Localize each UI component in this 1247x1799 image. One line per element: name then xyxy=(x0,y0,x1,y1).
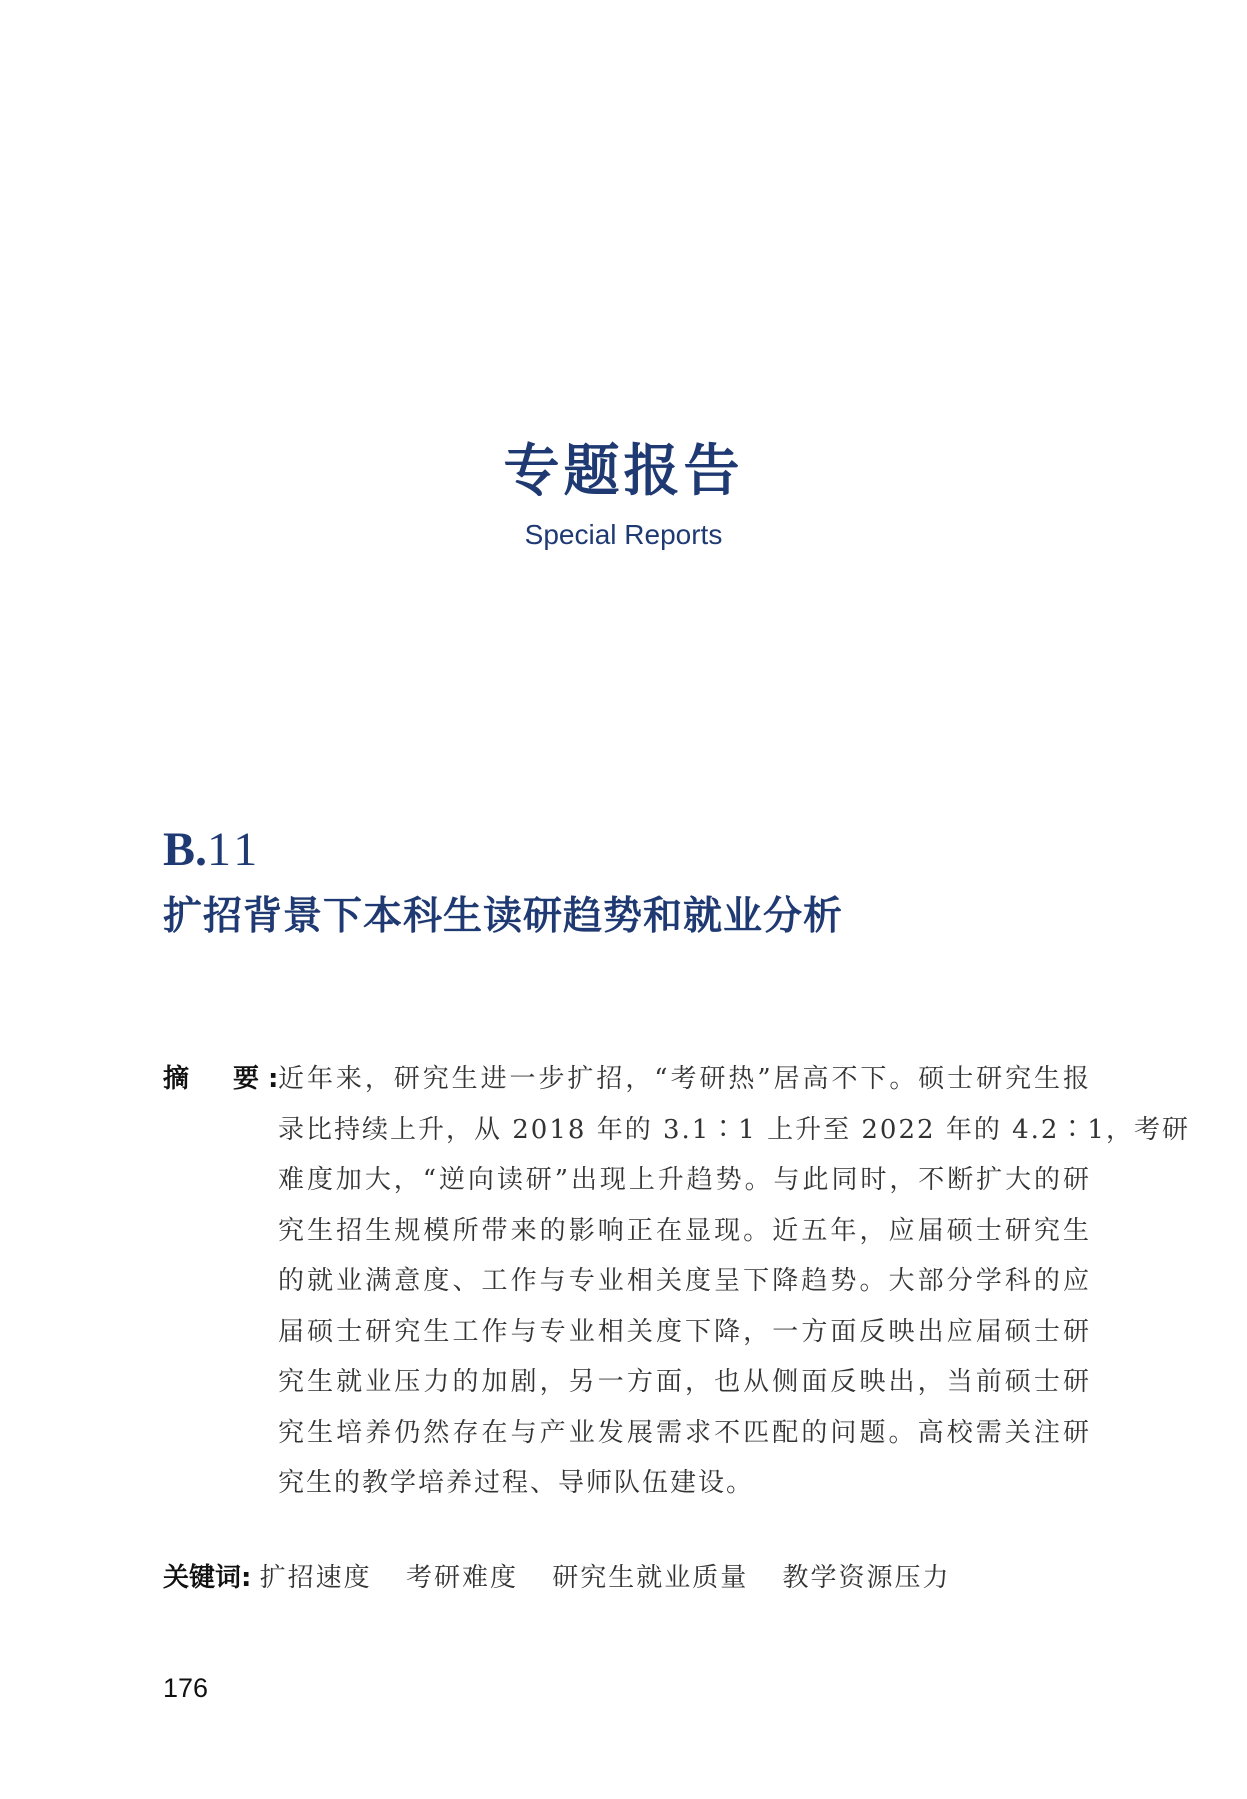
article-number-value: 11 xyxy=(207,823,262,876)
page-number: 176 xyxy=(163,1673,209,1703)
keywords-label: 关键词: xyxy=(163,1563,252,1593)
section-header xyxy=(0,438,1247,552)
abstract-line: 究生的教学培养过程、导师队伍建设。 xyxy=(278,1468,755,1498)
keyword: 教学资源压力 xyxy=(782,1563,951,1593)
abstract-body xyxy=(278,1054,1190,1509)
abstract-label: 摘 要: xyxy=(163,1064,288,1094)
abstract-line: 究生招生规模所带来的影响正在显现。近五年，应届硕士研究生 xyxy=(278,1215,1091,1246)
abstract-line: 的就业满意度、工作与专业相关度呈下降趋势。大部分学科的应 xyxy=(278,1266,1091,1296)
abstract-line: 录比持续上升，从 2018 年的 3.1∶1 上升至 2022 年的 4.2∶1，考研 xyxy=(278,1114,1190,1145)
section-title: 专题报告 xyxy=(503,438,744,504)
article-number-prefix: B. xyxy=(163,823,208,876)
abstract-line: 难度加大，“逆向读研”出现上升趋势。与此同时，不断扩大的研 xyxy=(278,1165,1091,1195)
abstract xyxy=(163,1054,1190,1509)
keyword: 扩招速度 xyxy=(259,1563,372,1593)
keyword: 考研难度 xyxy=(405,1563,518,1593)
abstract-line: 究生培养仍然存在与产业发展需求不匹配的问题。高校需关注研 xyxy=(278,1417,1091,1448)
article-title: 扩招背景下本科生读研趋势和就业分析 xyxy=(163,893,844,939)
section-subtitle: Special Reports xyxy=(524,519,723,550)
article-number xyxy=(163,822,261,878)
abstract-line: 近年来，研究生进一步扩招，“考研热”居高不下。硕士研究生报 xyxy=(278,1064,1091,1094)
abstract-line: 究生就业压力的加剧，另一方面，也从侧面反映出，当前硕士研 xyxy=(278,1367,1091,1397)
keywords xyxy=(163,1558,977,1598)
keyword: 研究生就业质量 xyxy=(552,1563,749,1593)
abstract-line: 届硕士研究生工作与专业相关度下降，一方面反映出应届硕士研 xyxy=(278,1316,1091,1347)
